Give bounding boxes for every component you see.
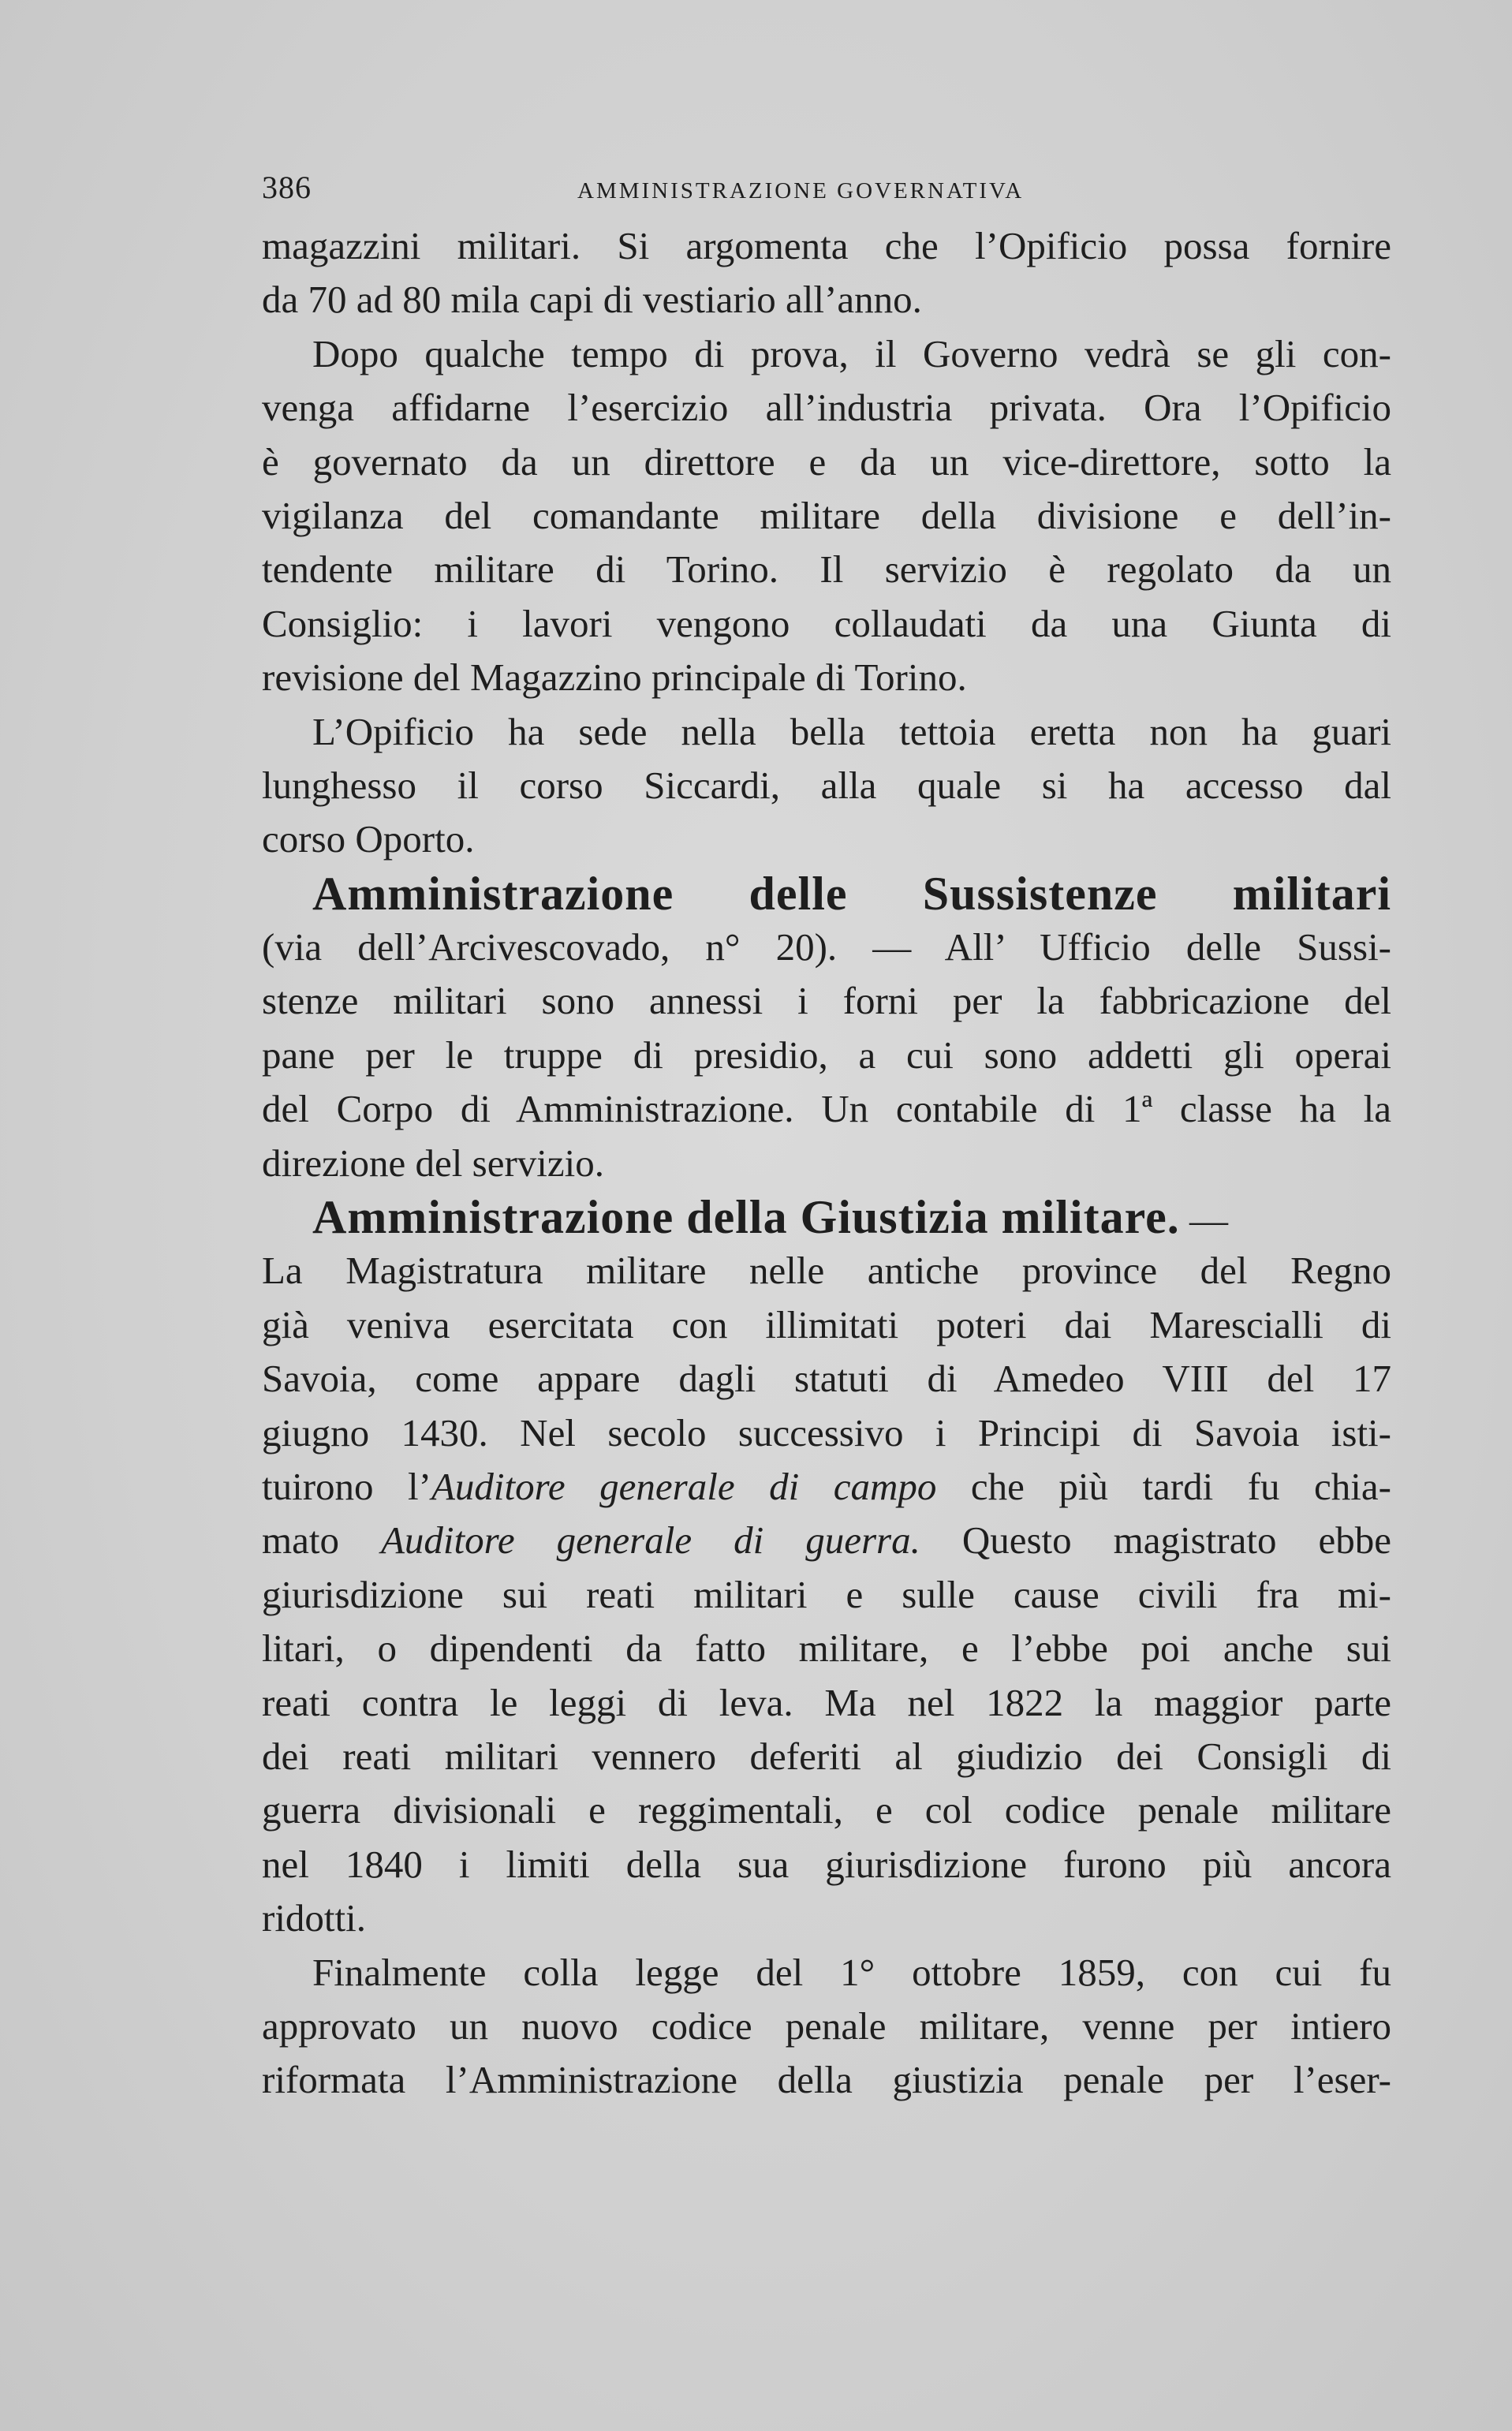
- section-heading: Amministrazione della Giustizia militare.: [312, 1191, 1180, 1244]
- section-heading-line: [262, 1190, 1391, 1244]
- text-line: reati contra le leggi di leva. Ma nel 1822 la maggior parte: [262, 1680, 1391, 1724]
- text-line: è governato da un direttore e da un vice-direttore, sotto la: [262, 439, 1391, 484]
- text-line: riformata l’Amministrazione della giustizia penale per l’eser-: [262, 2058, 1391, 2102]
- page-header: [262, 169, 1391, 216]
- text-line: venga affidarne l’esercizio all’industria privata. Ora l’Opificio: [262, 386, 1391, 430]
- paragraph-6: [262, 1946, 1391, 2108]
- text-line: lunghesso il corso Siccardi, alla quale si ha accesso dal: [262, 763, 1391, 807]
- text-line: ridotti.: [262, 1896, 367, 1940]
- italic-term: Auditore generale di guerra.: [380, 1518, 920, 1563]
- text-fragment: che più tardi fu chia-: [936, 1464, 1391, 1508]
- text-line: giurisdizione sui reati militari e sulle cause civili fra mi-: [262, 1572, 1391, 1616]
- paragraph-giustizia: [262, 1190, 1391, 1945]
- text-line: Finalmente colla legge del 1° ottobre 1859, con cui fu: [312, 1950, 1391, 1994]
- heading-dash: —: [1179, 1198, 1229, 1242]
- text-line: da 70 ad 80 mila capi di vestiario all’anno.: [262, 278, 922, 322]
- text-line: [262, 1514, 1391, 1567]
- text-line: Savoia, come appare dagli statuti di Amedeo VIII del 17: [262, 1357, 1391, 1401]
- text-line: direzione del servizio.: [262, 1141, 605, 1185]
- text-line: revisione del Magazzino principale di Torino.: [262, 655, 967, 700]
- paragraph-2: [262, 327, 1391, 705]
- section-heading-line: [262, 867, 1391, 920]
- text-line: stenze militari sono annessi i forni per la fabbricazione del: [262, 979, 1391, 1023]
- text-line: Dopo qualche tempo di prova, il Governo vedrà se gli con-: [312, 331, 1391, 375]
- paragraph-sussistenze: [262, 867, 1391, 1190]
- italic-term: Auditore generale di campo: [431, 1464, 937, 1508]
- text-line: già veniva esercitata con illimitati poteri dai Marescialli di: [262, 1302, 1391, 1346]
- section-heading: Amministrazione delle Sussistenze militari: [312, 867, 1391, 920]
- text-fragment: Questo magistrato ebbe: [920, 1518, 1391, 1563]
- text-fragment: mato: [262, 1518, 381, 1563]
- text-line: del Corpo di Amministrazione. Un contabile di 1ª classe ha la: [262, 1087, 1391, 1131]
- body-text: [262, 219, 1391, 2108]
- text-line: nel 1840 i limiti della sua giurisdizione furono più ancora: [262, 1842, 1391, 1886]
- page-number: 386: [262, 170, 312, 205]
- text-line: magazzini militari. Si argomenta che l’Opificio possa fornire: [262, 224, 1391, 267]
- text-line: tendente militare di Torino. Il servizio è regolato da un: [262, 547, 1391, 592]
- paragraph-3: [262, 705, 1391, 867]
- text-line: giugno 1430. Nel secolo successivo i Principi di Savoia isti-: [262, 1410, 1391, 1454]
- paragraph-1: [262, 219, 1391, 327]
- text-line: dei reati militari vennero deferiti al giudizio dei Consigli di: [262, 1734, 1391, 1778]
- text-line: vigilanza del comandante militare della divisione e dell’in-: [262, 493, 1391, 537]
- text-line: Consiglio: i lavori vengono collaudati da una Giunta di: [262, 601, 1391, 645]
- text-line: guerra divisionali e reggimentali, e col codice penale militare: [262, 1788, 1391, 1832]
- running-title: AMMINISTRAZIONE GOVERNATIVA: [577, 178, 1025, 204]
- text-line: pane per le truppe di presidio, a cui sono addetti gli operai: [262, 1033, 1391, 1077]
- text-line: approvato un nuovo codice penale militare, venne per intiero: [262, 2003, 1391, 2048]
- text-line: [262, 1460, 1391, 1514]
- text-line: La Magistratura militare nelle antiche province del Regno: [262, 1249, 1391, 1293]
- text-line: litari, o dipendenti da fatto militare, e l’ebbe poi anche sui: [262, 1626, 1391, 1671]
- text-line: L’Opificio ha sede nella bella tettoia eretta non ha guari: [312, 709, 1391, 753]
- text-line: corso Oporto.: [262, 817, 475, 861]
- text-fragment: tuirono l’: [262, 1464, 431, 1508]
- text-line: (via dell’Arcivescovado, n° 20). — All’ Ufficio delle Sussi-: [262, 925, 1391, 969]
